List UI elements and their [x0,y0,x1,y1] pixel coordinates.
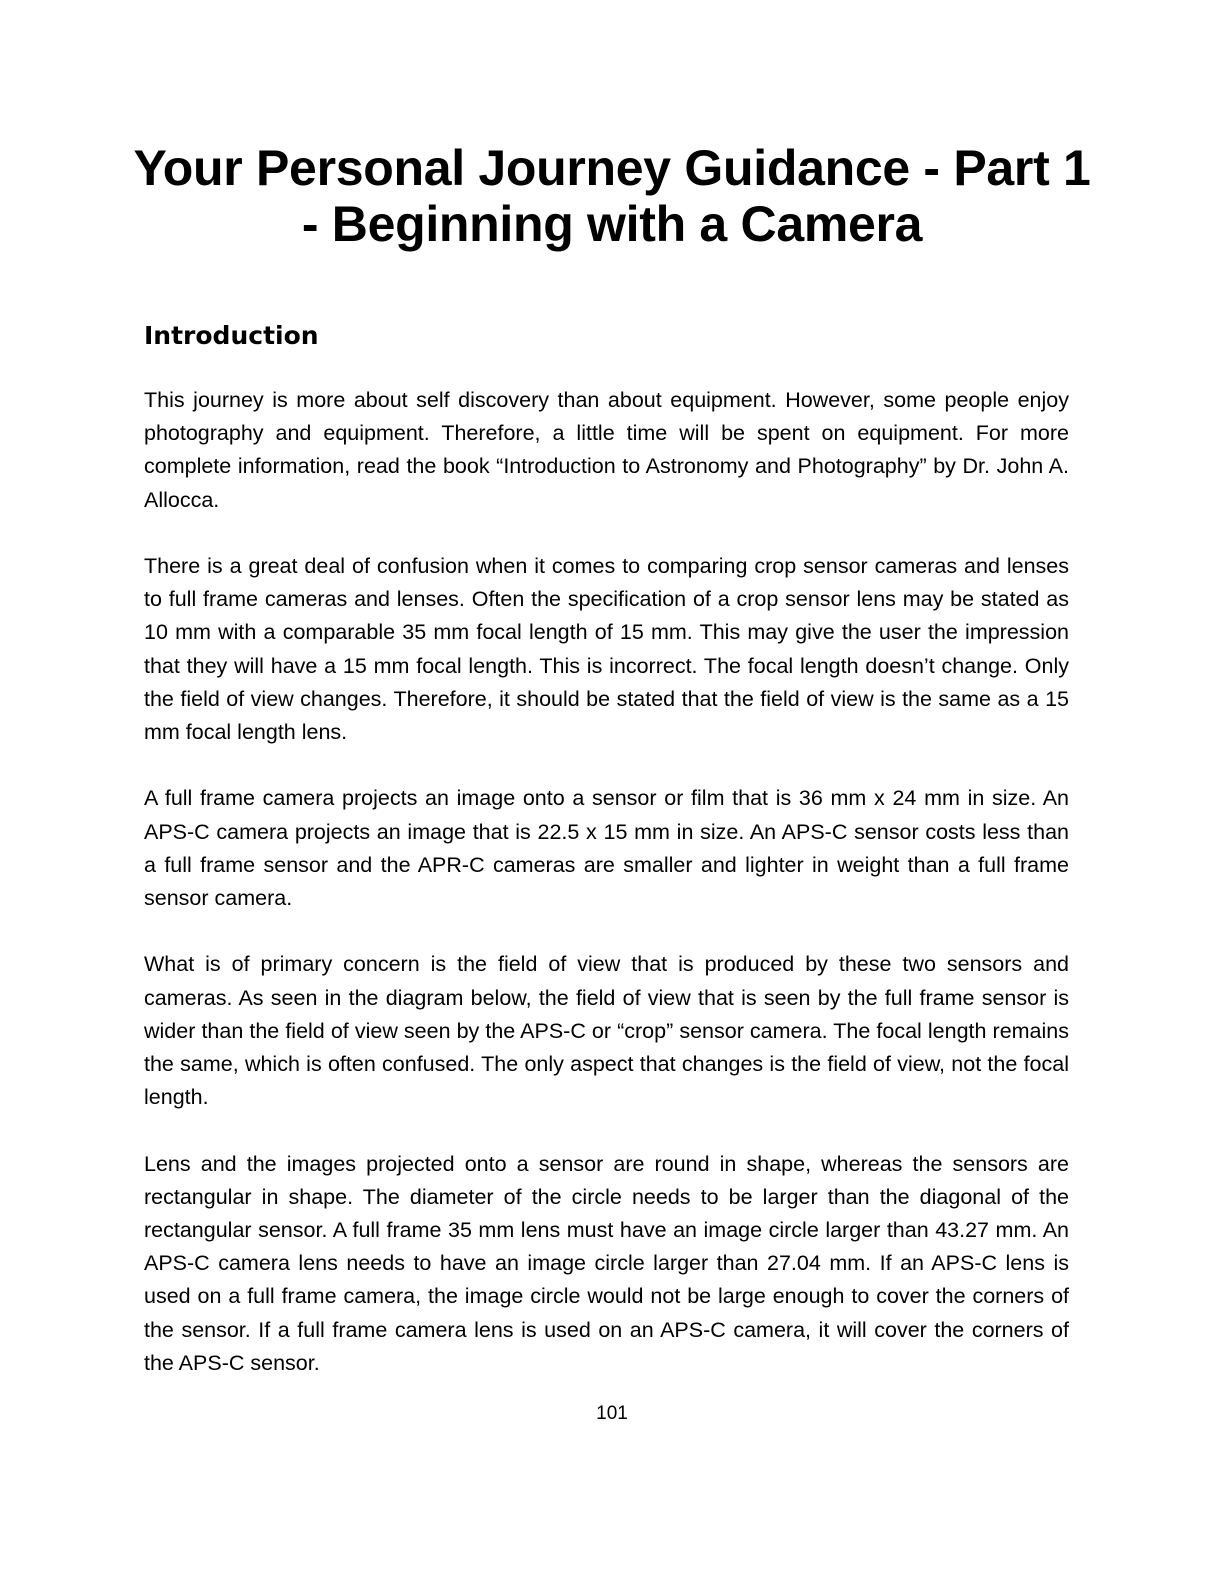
paragraph-5: Lens and the images projected onto a sensor are round in shape, whereas the sensors are rectangular in shape. The diameter of the circle needs to be larger than the diagonal of the rectangular sensor. A full frame 35 mm lens must have an image circle larger than 43.27 mm. An APS-C camera lens needs to have an image circle larger than 27.04 mm. If an APS-C lens is used on a full frame camera, the image circle would not be large enough to cover the corners of the sensor. If a full frame camera lens is used on an APS-C camera, it will cover the corners of the APS-C sensor. [144,1151,1069,1375]
page-title [120,140,1104,252]
page-number: 101 [596,1403,628,1424]
page-title-line-2: - Beginning with a Camera [301,196,923,252]
paragraph-1: This journey is more about self discovery than about equipment. However, some people enjoy photography and equipment. Therefore, a little time will be spent on equipment. For more complete information, read the book “Introduction to Astronomy and Photography” by Dr. John A. Allocca. [144,388,1069,512]
body-text [144,384,1069,1413]
paragraph-2: There is a great deal of confusion when it comes to comparing crop sensor cameras and lenses to full frame cameras and lenses. Often the specification of a crop sensor lens may be stated as 10 mm with a comparable 35 mm focal length of 15 mm. This may give the user the impression that they will have a 15 mm focal length. This is incorrect. The focal length doesn’t change. Only the field of view changes. Therefore, it should be stated that the field of view is the same as a 15 mm focal length lens. [144,554,1069,745]
section-heading: Introduction [144,321,319,350]
paragraph-4: What is of primary concern is the field of view that is produced by these two sensors and cameras. As seen in the diagram below, the field of view that is seen by the full frame sensor is wider than the field of view seen by the APS-C or “crop” sensor camera. The focal length remains the same, which is often confused. The only aspect that changes is the field of view, not the focal length. [144,952,1069,1110]
paragraph-3: A full frame camera projects an image onto a sensor or film that is 36 mm x 24 mm in size. An APS-C camera projects an image that is 22.5 x 15 mm in size. An APS-C sensor costs less than a full frame sensor and the APR-C cameras are smaller and lighter in weight than a full frame sensor camera. [144,786,1069,911]
page-title-line-1: Your Personal Journey Guidance - Part 1 [133,140,1091,196]
